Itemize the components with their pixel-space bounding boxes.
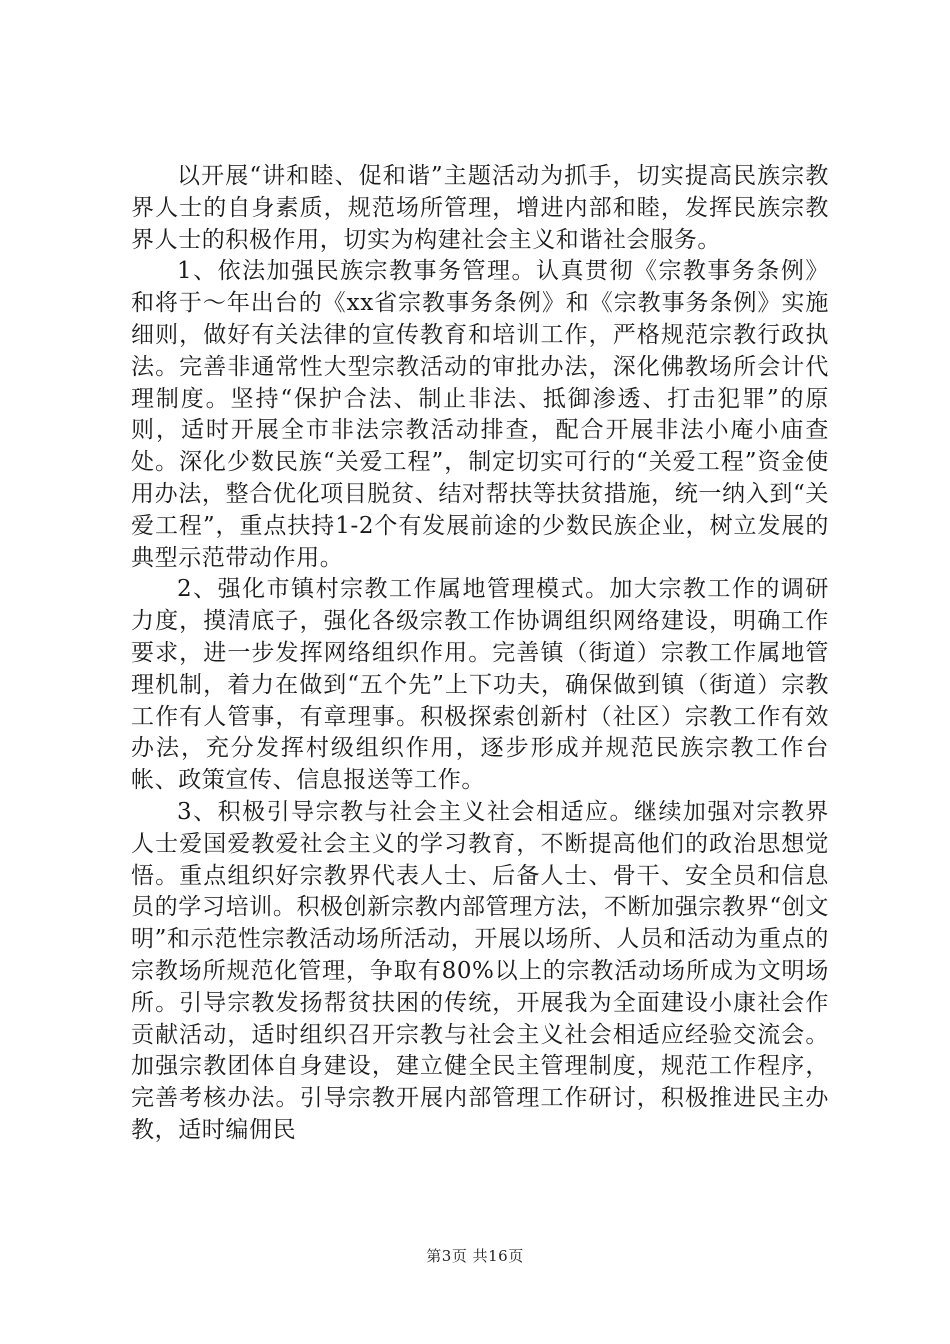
paragraph-item-2: 2、强化市镇村宗教工作属地管理模式。加大宗教工作的调研力度，摸清底子，强化各级宗教工作协调组织网络建设，明确工作要求，进一步发挥网络组织作用。完善镇（街道）宗教工作属地管理机制，着力在做到“五个先”上下功夫，确保做到镇（街道）宗教工作有人管事，有章理事。积极探索创新村（社区）宗教工作有效办法，充分发挥村级组织作用，逐步形成并规范民族宗教工作台帐、政策宣传、信息报送等工作。 bbox=[131, 576, 829, 794]
page-number-footer: 第3页 共16页 bbox=[426, 1247, 524, 1265]
document-body bbox=[131, 161, 829, 1147]
paragraph-intro: 以开展“讲和睦、促和谐”主题活动为抓手，切实提高民族宗教界人士的自身素质，规范场所管理，增进内部和睦，发挥民族宗教界人士的积极作用，切实为构建社会主义和谐社会服务。 bbox=[131, 163, 829, 253]
paragraph-item-3: 3、积极引导宗教与社会主义社会相适应。继续加强对宗教界人士爱国爱教爱社会主义的学习教育，不断提高他们的政治思想觉悟。重点组织好宗教界代表人士、后备人士、骨干、安全员和信息员的学习培训。积极创新宗教内部管理方法，不断加强宗教界“创文明”和示范性宗教活动场所活动，开展以场所、人员和活动为重点的宗教场所规范化管理，争取有80%以上的宗教活动场所成为文明场所。引导宗教发扬帮贫扶困的传统，开展我为全面建设小康社会作贡献活动，适时组织召开宗教与社会主义社会相适应经验交流会。加强宗教团体自身建设，建立健全民主管理制度，规范工作程序，完善考核办法。引导宗教开展内部管理工作研讨，积极推进民主办教，适时编佣民 bbox=[131, 798, 829, 1143]
paragraph-item-1: 1、依法加强民族宗教事务管理。认真贯彻《宗教事务条例》和将于～年出台的《xx省宗教事务条例》和《宗教事务条例》实施细则，做好有关法律的宣传教育和培训工作，严格规范宗教行政执法。完善非通常性大型宗教活动的审批办法，深化佛教场所会计代理制度。坚持“保护合法、制止非法、抵御渗透、打击犯罪”的原则，适时开展全市非法宗教活动排查，配合开展非法小庵小庙查处。深化少数民族“关爱工程”，制定切实可行的“关爱工程”资金使用办法，整合优化项目脱贫、结对帮扶等扶贫措施，统一纳入到“关爱工程”，重点扶持1-2个有发展前途的少数民族企业，树立发展的典型示范带动作用。 bbox=[131, 258, 829, 571]
